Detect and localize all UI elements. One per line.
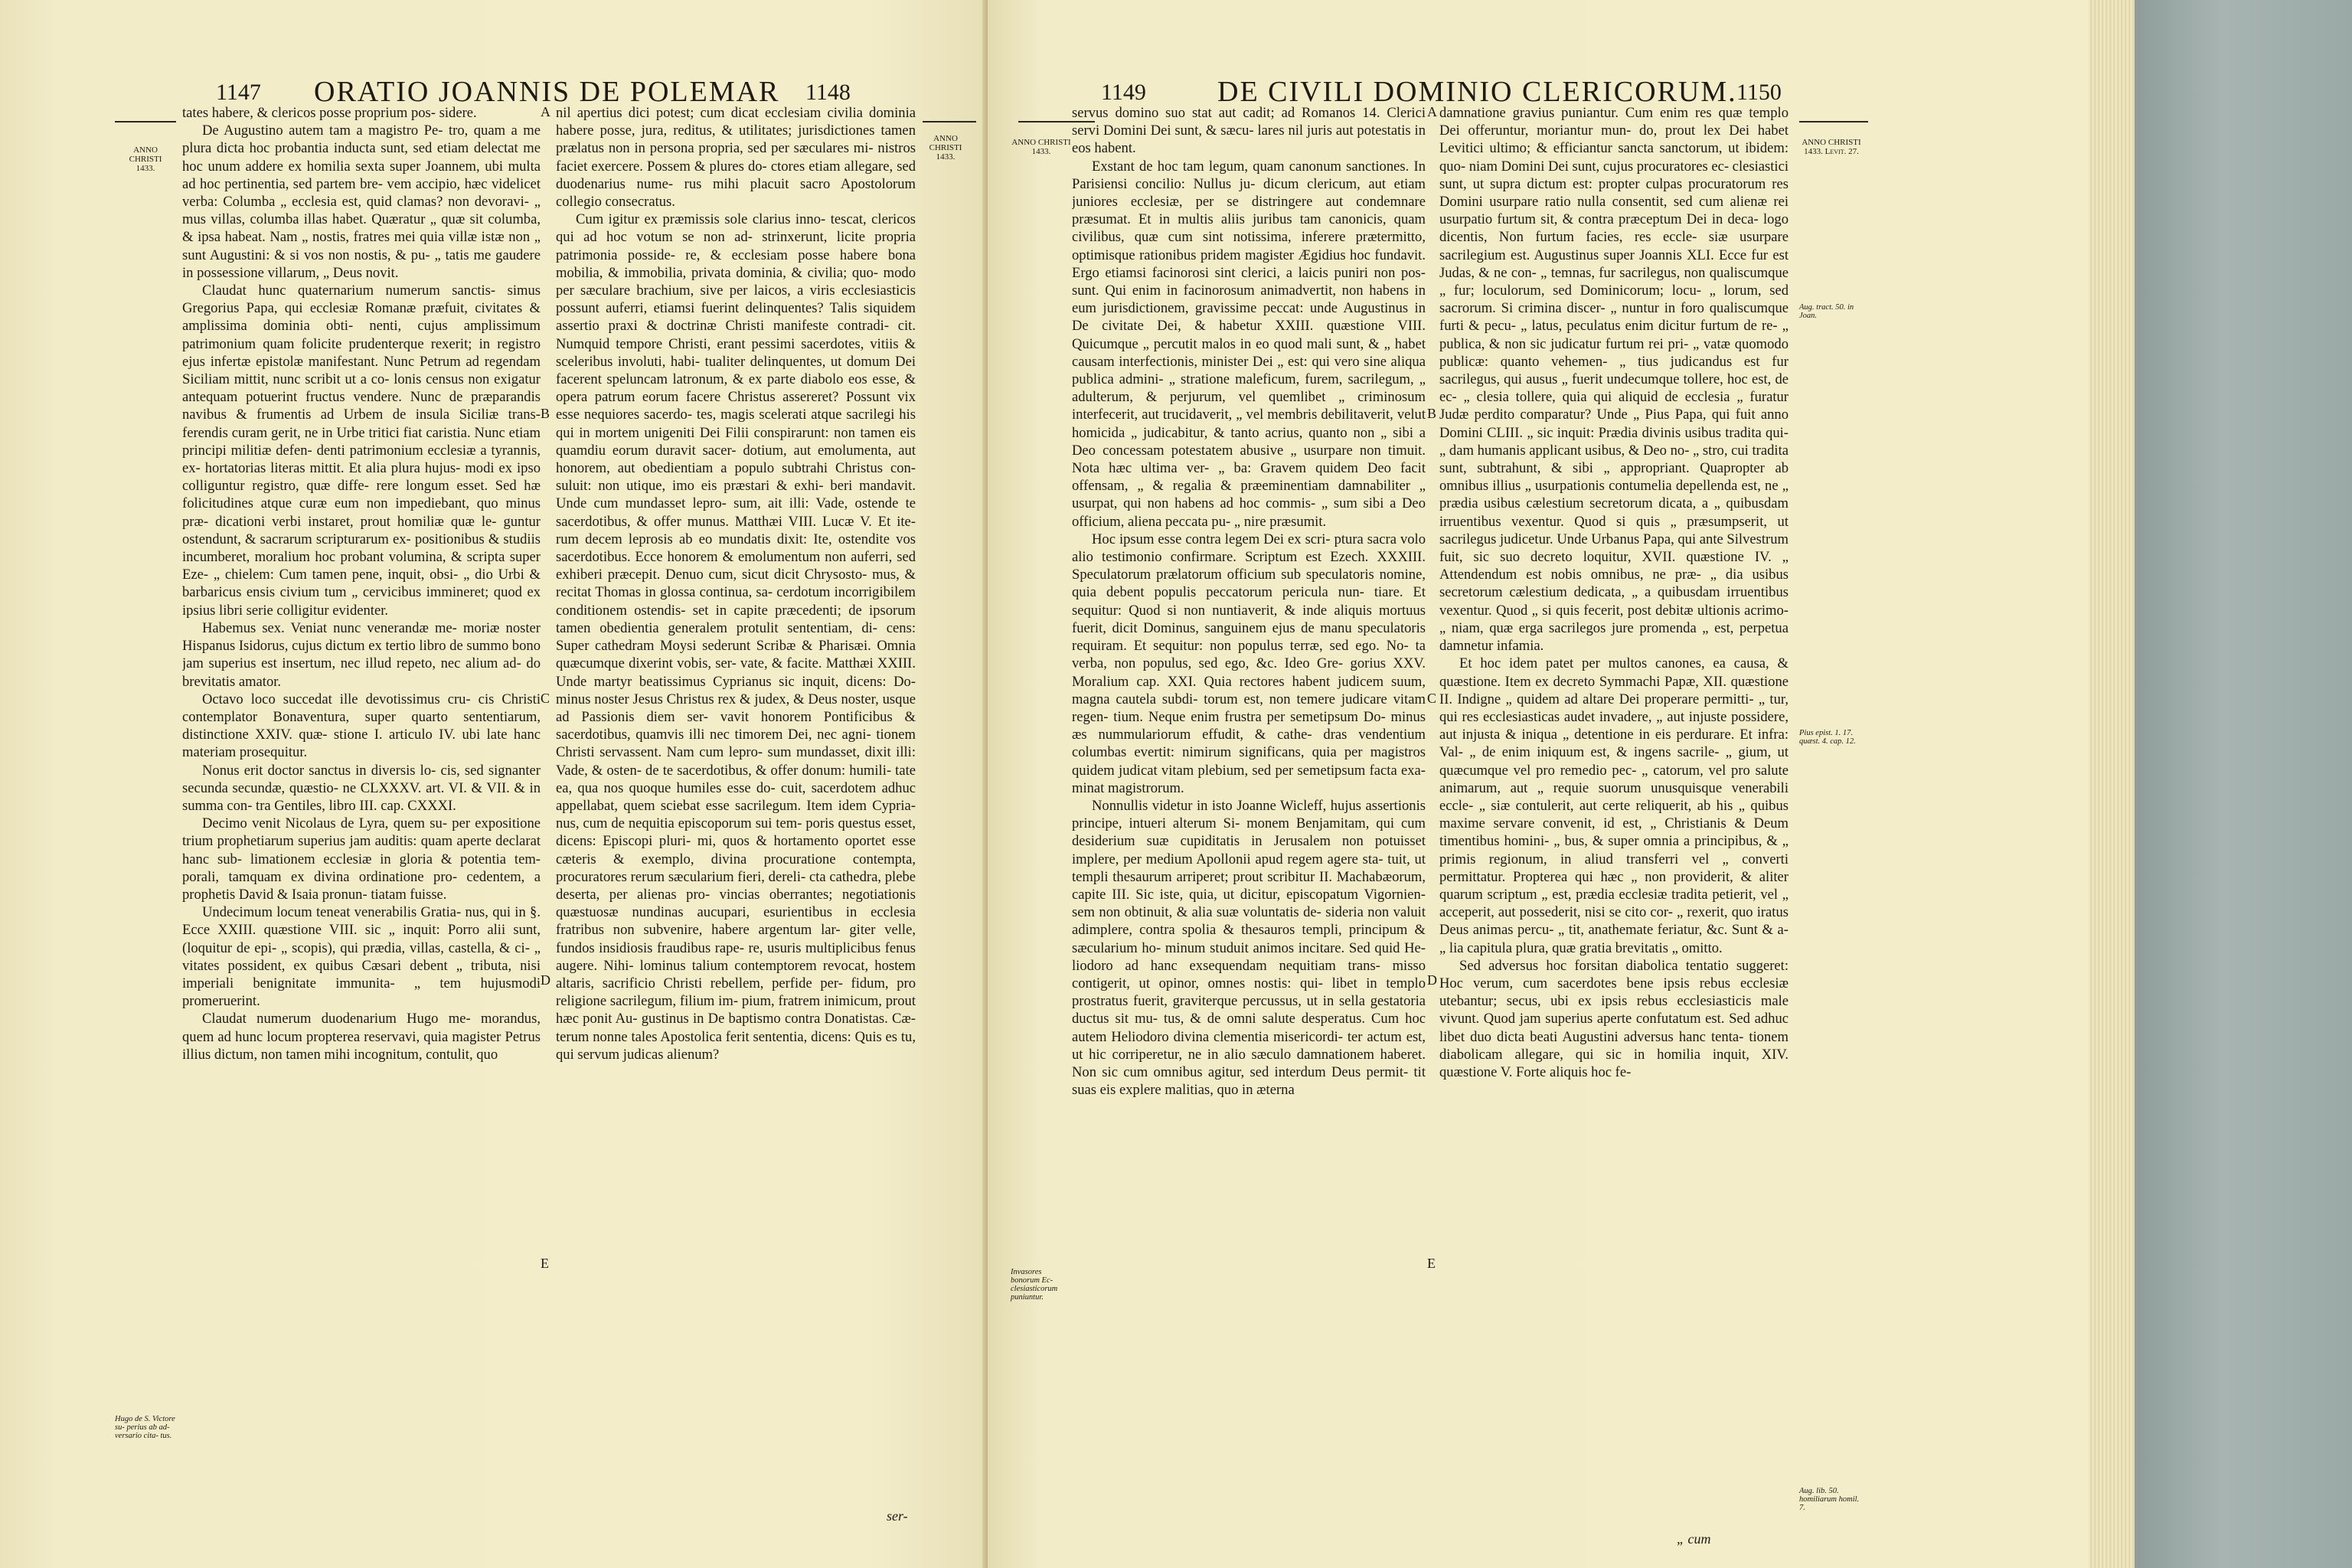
- page-edges: [2089, 0, 2135, 1568]
- page-number: 1147: [216, 80, 261, 105]
- paragraph: Undecimum locum teneat venerabilis Gratia- nus, qui in §. Ecce XXIII. quæstione VIII. sic „ inquit: Porro alii sunt, (loquitur de epi- „ scopis), qui prædia, villas, castella, & ci- „ vitates possident, ex quibus Cæsari debent „ tributa, nisi imperiali benignitate immunita- „ tem hujusmodi promeruerint.: [182, 904, 541, 1010]
- section-marker: D: [541, 972, 550, 988]
- paragraph: tates habere, & clericos posse proprium pos- sidere.: [182, 105, 477, 121]
- catchword: „ cum: [1677, 1531, 1711, 1547]
- paragraph: Et hoc idem patet per multos canones, ea causa, & quæstione. Item ex decreto Symmachi Papæ, XII. quæstione II. Indigne „ quidem ad altare Dei properare permitti- „ tur, qui res ecclesiasticas audet invadere, „ aut injuste possidere, aut injusta & iniqua „ detentione in eis perdurare. Et infra: Val- „ de enim iniquum est, & ingens sacrile- „ gium, ut quæcumque vel pro remedio pec- „ catorum, vel pro salute animarum, aut „ requie suorum unusquisque venerabili eccle- „ siæ contulerit, aut certe reliquerit, ab his „ quibus maxime servare convenit, id est, „ Christianis & Deum timentibus homini- „ bus, & super omnia a principibus, & „ primis regionum, in aliud transferri vel „ converti permittatur. Propterea qui hæc „ non providerit, & aliter quarum scriptum „ est, prædia ecclesiæ tradita petierit, vel „ acceperit, aut possederit, nisi se cito cor- „ rexerit, quo iratus Deus animas percu- „ tit, anathemate feriatur, &c. Sunt & a- „ lia capitula plura, quæ gratia brevitatis „ omitto.: [1439, 655, 1788, 956]
- page-number: 1150: [1736, 80, 1782, 105]
- right-page: [988, 0, 2089, 1568]
- section-marker: D: [1427, 972, 1437, 988]
- section-marker: C: [1427, 691, 1437, 706]
- page-number: 1148: [805, 80, 851, 105]
- paragraph: Claudat hunc quaternarium numerum sanctis- simus Gregorius Papa, qui ecclesiæ Romanæ præfuit, civitates & amplissima dominia obti- nenti, cujus amplissimum patrimonium quam folicite prudenterque rexerit; in registro ejus infertæ epistolæ manifestant. Nunc Petrum ad regendam Siciliam mittit, nunc scribit ut a co- lonis census non exigatur antequam potuerint fructus vendere. Nunc de præparandis navibus & frumentis ad Urbem de insula Siciliæ trans- ferendis curam gerit, ne in Urbe tritici fiat caristia. Nunc etiam principi militiæ defen- denti patrimonium ecclesiæ a tyrannis, ex- hortatorias literas mittit. Et alia plura hujus- modi ex ipso colliguntur registro, quæ diffe- rere longum esset. Sed hæ folicitudines atque curæ eum non impediebant, quo minus præ- dicationi verbi instaret, prout homiliæ quæ le- guntur ostendunt, & sacrarum scripturarum ex- positionibus & studiis incumberet, moralium hoc probant volumina, & scripta super Eze- „ chielem: Cum tamen pene, inquit, obsi- „ dio Urbi & barbaricus ensis civium tum „ cervicibus immineret; quod ex ipsius libri serie colligitur evidenter.: [182, 283, 541, 619]
- section-marker: E: [1427, 1256, 1436, 1271]
- margin-note: Aug. tract. 50. in Joan.: [1799, 303, 1854, 320]
- text-column-2: [1439, 104, 1788, 1482]
- section-marker: B: [541, 406, 550, 421]
- section-marker: A: [1427, 104, 1437, 119]
- paragraph: Nonus erit doctor sanctus in diversis lo- cis, sed signanter secunda secundæ, quæstio- ne CLXXXV. art. VI. & VII. & in summa con- tra Gentiles, libro III. cap. CXXXI.: [182, 762, 541, 814]
- header-rule: [1799, 121, 1868, 122]
- text-column-1: [1072, 104, 1426, 1482]
- header-rule: [115, 121, 176, 122]
- text-column-1: [182, 104, 541, 1482]
- paragraph: nil apertius dici potest; cum dicat ecclesiam civilia dominia habere posse, jura, reditus, & utilitates; jurisdictiones tamen prælatus non in persona propria, sed per sæculares mi- nistros faciet exercere. Possem & plures do- ctores etiam allegare, sed duodenarius nume- rus mihi placuit sacro Apostolorum collegio consecratus.: [556, 105, 916, 211]
- section-marker: A: [541, 104, 550, 119]
- paragraph: Sed adversus hoc forsitan diabolica tentatio suggeret: Hoc verum, cum sacerdotes bene ipsis rebus ecclesiæ utebantur; secus, ubi ex ipsis rebus ecclesiasticis male vivunt. Quod jam superius aperte confutatum est. Sed adhuc libet duo dicta beati Augustini adversus hanc tenta- tionem diabolicam allegare, qui sic in homilia inquit, XIV. quæstione V. Forte aliquis hoc fe-: [1439, 957, 1788, 1080]
- section-marker: E: [541, 1256, 549, 1271]
- paragraph: Claudat numerum duodenarium Hugo me- morandus, quem ad hunc locum propterea reservavi, quia magister Petrus illius dictum, non tamen mihi incognitum, contulit, quo: [182, 1011, 541, 1063]
- paragraph: Octavo loco succedat ille devotissimus cru- cis Christi contemplator Bonaventura, super quarto sententiarum, distinctione XXIV. quæ- stione I. articulo IV. ubi late hanc materiam prosequitur.: [182, 691, 541, 761]
- paragraph: Exstant de hoc tam legum, quam canonum sanctiones. In Parisiensi concilio: Nullus ju- dicum clericum, aut etiam juniores ecclesiæ, per se distringere aut condemnare præsumat. Et in multis aliis juribus tam canonicis, quam civilibus, quæ cum sint notissima, inferere prætermitto, optimisque rationibus pridem magister Ægidius hoc fundavit. Ergo etiamsi facinorosi sint clerici, a laicis puniri non pos- sunt. Qui enim in facinorosum animadvertit, non habens in eum jurisdictionem, gravissime peccat: unde Augustinus in De civitate Dei, & habetur XXIII. quæstione VIII. Quicumque „ percutit malos in eo quod mali sunt, & „ habet causam interfectionis, minister Dei „ est: qui vero sine aliqua publica admini- „ stratione maleficum, furem, sacrilegum, „ adulterum, & perjurum, vel quemlibet „ criminosum interfecerit, aut trucidaverit, „ vel membris debilitaverit, velut homicida „ judicabitur, & tanto acrius, quanto non „ sibi a Deo concessam potestatem abusive „ usurpare non timuit. Nota hæc ultima ver- „ ba: Gravem quidem Deo facit offensam, „ & regalia & præeminentiam damnabiliter „ usurpat, qui non habens ad hoc commis- „ sum sibi a Deo officium, aliena peccata pu- „ nire præsumit.: [1072, 158, 1426, 530]
- margin-note: Hugo de S. Victore su- perius ab ad- versario cita- tus.: [115, 1415, 175, 1440]
- margin-note: Invasores bonorum Ec- clesiasticorum puniuntur.: [1011, 1268, 1058, 1302]
- paragraph: Nonnullis videtur in isto Joanne Wicleff, hujus assertionis principe, intueri alterum Si- monem Benjamitam, qui cum desiderium suæ cupiditatis in Jerusalem non potuisset implere, per medium Apollonii apud regem agere sta- tuit, ut templi thesaurum arriperet; prout scribitur II. Machabæorum, capite III. Sic iste, quia, ut dicitur, episcopatum Vigornien- sem non obtinuit, & alia suæ voluntatis de- sideria non valuit adimplere, contra spolia & thesauros templi, principum & sæcularium ho- minum studuit animos incitare. Sed quid He- liodoro ad hanc exsequendam nequitiam trans- misso contigerit, ut opinor, omnes nostis: qui- libet in templo prostratus fuerit, graviterque percussus, ut in sella gestatoria ductus sit mu- tus, & de omni salute desperatus. Cum hoc autem Heliodoro divina clementia misericordi- ter actum est, ut hic corriperetur, ne in alio sæculo damnationem haberet. Non sic cum omnibus agitur, sed interdum Deus permit- tit suas eis explere malitias, quo in æterna: [1072, 797, 1426, 1099]
- anno-note: ANNO CHRISTI 1433.: [129, 145, 162, 173]
- page-title: ORATIO JOANNIS DE POLEMAR: [314, 76, 780, 108]
- paragraph: Cum igitur ex præmissis sole clarius inno- tescat, clericos qui ad hoc votum se non ad- strinxerunt, licite propria patrimonia posside- re, & ecclesiam posse habere bona mobilia, & immobilia, privata dominia, & civilia; quo- modo per sæculare brachium, sive per laicos, a viris ecclesiasticis possunt auferri, etiamsi fuerint delinquentes? Talis siquidem assertio praxi & doctrinæ Christi manifeste contradi- cit. Numquid tempore Christi, erant pessimi sacerdotes, vitiis & sceleribus involuti, habi- tualiter delinquentes, ut domum Dei facerent speluncam latronum, & ex parte diabolo eos esse, & opera patrum eorum facere Christus assereret? Possunt vix esse nequiores sacerdo- tes, magis scelerati atque sacrilegi his qui in mortem unigeniti Dei Filii conspirarunt: non tamen eis quamdiu eorum duravit sacer- dotium, aut emolumenta, aut honorem, aut obedientiam a populo subtrahi Christus con- suluit: non utique, imo eis præstari & exhi- beri mandavit. Unde cum mundasset lepro- sum, ait illi: Vade, ostende te sacerdotibus, & offer munus. Matthæi VIII. Lucæ V. Et ite- rum decem leprosis ab eo mundatis dixit: Ite, ostendite vos sacerdotibus. Ecce honorem & emolumentum non auferri, sed exhiberi præcepit. Denuo cum, sicut dicit Chrysosto- mus, & recitat Thomas in glossa continua, sa- cerdotum incorrigibilem conditionem ostendis- set in capite præcedenti; de ipsorum tamen obedientia generalem protulit sententiam, di- cens: Super cathedram Moysi sederunt Scribæ & Pharisæi. Omnia quæcumque dixerint vobis, ser- vate, & facite. Matthæi XXIII. Unde martyr beatissimus Cyprianus sic inquit, dicens: Do- minus noster Jesus Christus rex & judex, & Deus noster, usque ad Passionis diem ser- vavit honorem Pontificibus & sacerdotibus, quamvis illi nec timorem Dei, nec agni- tionem Christi servassent. Nam cum lepro- sum mundasset, dixit illi: Vade, & osten- de te sacerdotibus, & offer donum: humili- tate ea, qua nos quoque humiles esse do- cuit, sacerdotem adhuc appellabat, quem sciebat esse sacrilegum. Item idem Cypria- nus, cum de nequitia episcoporum sui tem- poris questus esset, dicens: Episcopi pluri- mi, quos & hortamento oportet esse cæteris & exemplo, divina procuratione contempta, procuratores rerum sæcularium fieri, dereli- cta cathedra, plebe deserta, per alienas pro- vincias oberrantes; negotiationis quæstuosæ nundinas aucupari, esurientibus in ecclesia fratribus non subvenire, habere argentum lar- giter velle, fundos insidiosis fraudibus rape- re, usuris multiplicibus fenus augere. Nihi- lominus talium contemptorem revocat, hostem altaris, sacrificio Christi rebellem, perfide per- fidum, pro religione sacrilegum, filium im- pium, fratrem inimicum, prout hæc ponit Au- gustinus in De baptismo contra Donatistas. Cæ- terum nonne tales Apostolica ferit sententia, dicens: Quis es tu, qui servum judicas alienum?: [556, 211, 916, 1063]
- paragraph: damnatione gravius puniantur. Cum enim res quæ templo Dei offeruntur, moriantur mun- do, prout lex Dei habet Levitici ultimo; & efficiantur sancta sanctorum, ut ibidem: quo- niam Domini Dei sunt, cujus procuratores ec- clesiastici sunt, ut supra dictum est: propter culpas procuratorum res Domini usurpare ratio nulla consentit, sed cum alienæ rei usurpatio furtum sit, & contra præceptum Dei in deca- logo dicentis, Non furtum facies, res eccle- siæ usurpare sacrilegium est. Augustinus super Joannis XLI. Ecce fur est Judas, & ne con- „ temnas, fur sacrilegus, non qualiscumque „ fur; loculorum, sed Dominicorum; locu- „ lorum, sed sacrorum. Si crimina discer- „ nuntur in foro qualiscumque furti & pecu- „ latus, peculatus enim dicitur furtum de re- „ publica, & non sic judicatur furtum rei pri- „ vatæ quomodo publicæ: quanto vehemen- „ tius judicandus est fur sacrilegus, qui ausus „ fuerit undecumque tollere, hoc est, de ec- „ clesia tollere, quia qui aliquid de ecclesia „ furatur Judæ perdito comparatur? Unde „ Pius Papa, qui fuit anno Domini CLIII. „ sic inquit: Prædia divinis usibus tradita qui- „ dam humanis applicant usibus, & Deo no- „ stro, cui tradita sunt, subtrahunt, & sibi „ appropriant. Quapropter ab omnibus illius „ usurpationis contumelia depellenda est, ne „ prædia usibus cælestium secretorum dicata, a „ quibusdam irruentibus vexentur. Quod si quis „ præsumpserit, ut sacrilegus judicetur. Unde Urbanus Papa, qui ante Silvestrum fuit, sic suo decreto loquitur, XVII. quæstione IV. „ Attendendum est nobis omnibus, ne præ- „ dia usibus secretorum cælestium dedicata, „ a quibusdam irruentibus vexentur. Quod „ si quis fecerit, post debitæ ultionis acrimo- „ niam, quæ erga sacrilegos jure promenda „ est, perpetua damnetur infamia.: [1439, 105, 1788, 655]
- page-number: 1149: [1101, 80, 1146, 105]
- text-column-2: [556, 104, 916, 1482]
- paragraph: Decimo venit Nicolaus de Lyra, quem su- per expositione trium prophetiarum superius jam auditis: quam aperte declarat hanc sub- limationem ecclesiæ in gloria & potentia tem- porali, tamquam ex divina ordinatione pro- cedentem, a prophetis David & Isaia pronun- tiatam fuisse.: [182, 815, 541, 903]
- paragraph: Hoc ipsum esse contra legem Dei ex scri- ptura sacra volo alio testimonio confirmare. Scriptum est Ezech. XXXIII. Speculatorum prælatorum officium sub speculatoris nomine, quia debent populis peccatorum pericula nun- tiare. Et sequitur: Quod si non nuntiaverit, & inde aliquis mortuus fuerit, dicit Dominus, sanguinem ejus de manu speculatoris requiram. Et sequitur: non populus terræ, sed ego. No- ta verba, non populus, sed ego, &c. Ideo Gre- gorius XXV. Moralium cap. XXI. Quia rectores habent judicem suum, magna cautela subdi- torum est, non temere judicare vitam regen- tium. Neque enim frustra per semetipsum Do- minus æs nummulariorum effudit, & cathe- dras vendentium columbas evertit: nimirum significans, quia per magistros quidem judicat vitam plebium, sed per semetipsum facta exa- minat magistrorum.: [1072, 531, 1426, 796]
- anno-note: ANNO CHRISTI 1433.: [929, 134, 962, 162]
- paragraph: servus domino suo stat aut cadit; ad Romanos 14. Clerici servi Domini Dei sunt, & sæcu- lares nil juris aut potestatis in eos habent.: [1072, 105, 1426, 157]
- anno-note: ANNO CHRISTI 1433. Levit. 27.: [1802, 138, 1861, 156]
- page-title: DE CIVILI DOMINIO CLERICORUM.: [1217, 76, 1737, 108]
- header-rule: [923, 121, 976, 122]
- left-page: [0, 0, 988, 1568]
- anno-note: ANNO CHRISTI 1433.: [1011, 138, 1071, 156]
- paragraph: Habemus sex. Veniat nunc venerandæ me- moriæ noster Hispanus Isidorus, cujus dictum ex tertio libro de summo bono jam superius est insertum, nec illud repeto, nec alium ad- do brevitatis amator.: [182, 619, 541, 690]
- margin-note: Aug. lib. 50. homiliarum homil. 7.: [1799, 1487, 1860, 1512]
- margin-note: Pius epist. 1. 17. quæst. 4. cap. 12.: [1799, 729, 1856, 746]
- catchword: ser-: [887, 1508, 908, 1524]
- paragraph: De Augustino autem tam a magistro Pe- tro, quam a me plura dicta hoc probantia inducta sunt, sed etiam delectat me hoc unum addere ex homilia sexta super Joannem, ubi multa ad hoc pertinentia, sed partem bre- vem accipio, hæc videlicet verba: Columba „ ecclesia est, quid clamas? non devoravi- „ mus villas, columba illas habet. Quæratur „ quæ sit columba, & ipsa habeat. Nam „ nostis, fratres mei quia villæ istæ non „ sunt Augustini: & si vos non nostis, & pu- „ tatis me gaudere in possessione villarum, „ Deus novit.: [182, 122, 541, 281]
- section-marker: B: [1427, 406, 1437, 421]
- book-cover: [2135, 0, 2352, 1568]
- section-marker: C: [541, 691, 550, 706]
